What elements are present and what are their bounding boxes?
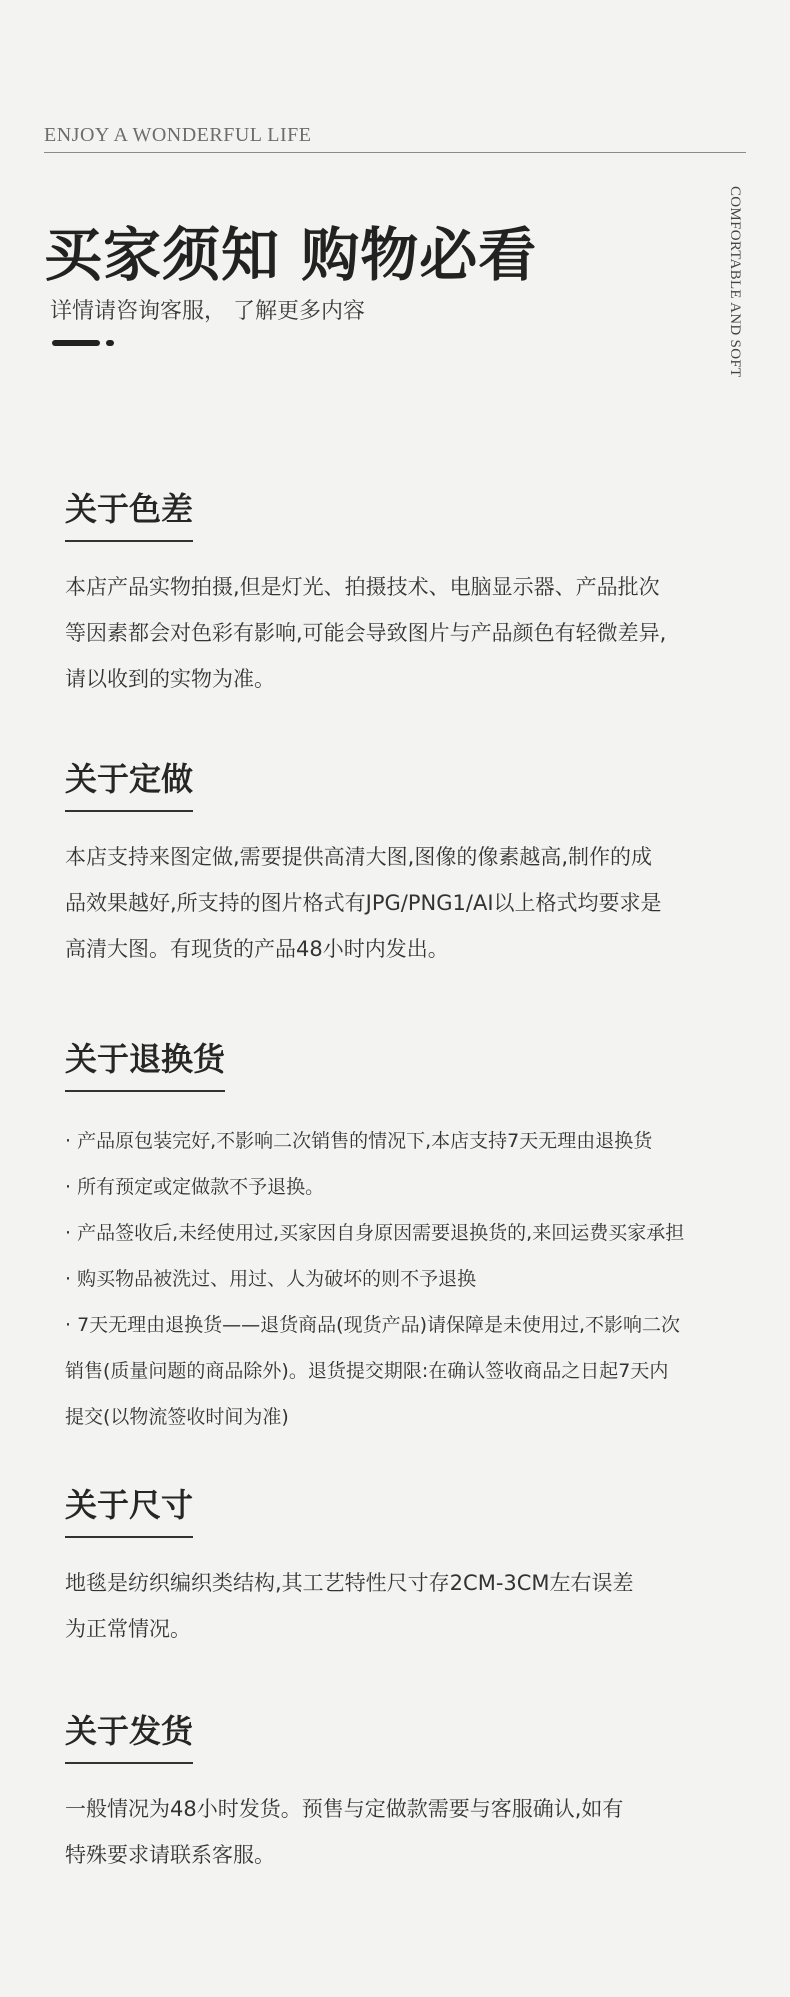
body-line: 地毯是纺织编织类结构,其工艺特性尺寸存2CM-3CM左右误差: [65, 1571, 634, 1595]
body-line: 高清大图。有现货的产品48小时内发出。: [65, 937, 449, 961]
side-vertical-text: COMFORTABLE AND SOFT: [727, 186, 743, 378]
section-body: [65, 1118, 755, 1440]
top-tagline: ENJOY A WONDERFUL LIFE: [44, 124, 312, 146]
decorative-dot: [106, 340, 114, 346]
section-title: 关于色差: [65, 484, 193, 542]
section-body: [65, 834, 755, 972]
body-line: 为正常情况。: [65, 1617, 191, 1641]
bullet-line: · 产品签收后,未经使用过,买家因自身原因需要退换货的,来回运费买家承担: [65, 1222, 685, 1244]
decorative-bar: [52, 340, 100, 346]
bullet-line: 销售(质量问题的商品除外)。退货提交期限:在确认签收商品之日起7天内: [65, 1360, 669, 1382]
page-title: 买家须知 购物必看: [44, 221, 538, 289]
body-line: 请以收到的实物为准。: [65, 667, 275, 691]
section-shipping: [65, 1706, 755, 1878]
section-color-difference: [65, 484, 755, 702]
body-line: 等因素都会对色彩有影响,可能会导致图片与产品颜色有轻微差异,: [65, 621, 667, 645]
body-line: 特殊要求请联系客服。: [65, 1843, 275, 1867]
section-body: [65, 1786, 755, 1878]
body-line: 本店支持来图定做,需要提供高清大图,图像的像素越高,制作的成: [65, 845, 653, 869]
page-subtitle: 详情请咨询客服， 了解更多内容: [50, 299, 365, 324]
bullet-line: · 产品原包装完好,不影响二次销售的情况下,本店支持7天无理由退换货: [65, 1130, 653, 1152]
bullet-line: 提交(以物流签收时间为准): [65, 1406, 289, 1428]
section-custom-order: [65, 754, 755, 972]
section-returns: [65, 1034, 755, 1440]
top-divider: [44, 152, 746, 153]
section-title: 关于退换货: [65, 1034, 225, 1092]
section-body: [65, 564, 755, 702]
bullet-line: · 购买物品被洗过、用过、人为破坏的则不予退换: [65, 1268, 477, 1290]
bullet-line: · 7天无理由退换货——退货商品(现货产品)请保障是未使用过,不影响二次: [65, 1314, 681, 1336]
section-title: 关于尺寸: [65, 1480, 193, 1538]
bullet-line: · 所有预定或定做款不予退换。: [65, 1176, 325, 1198]
section-body: [65, 1560, 755, 1652]
body-line: 一般情况为48小时发货。预售与定做款需要与客服确认,如有: [65, 1797, 624, 1821]
body-line: 本店产品实物拍摄,但是灯光、拍摄技术、电脑显示器、产品批次: [65, 575, 660, 599]
section-size: [65, 1480, 755, 1652]
section-title: 关于定做: [65, 754, 193, 812]
body-line: 品效果越好,所支持的图片格式有JPG/PNG1/AI以上格式均要求是: [65, 891, 662, 915]
section-title: 关于发货: [65, 1706, 193, 1764]
